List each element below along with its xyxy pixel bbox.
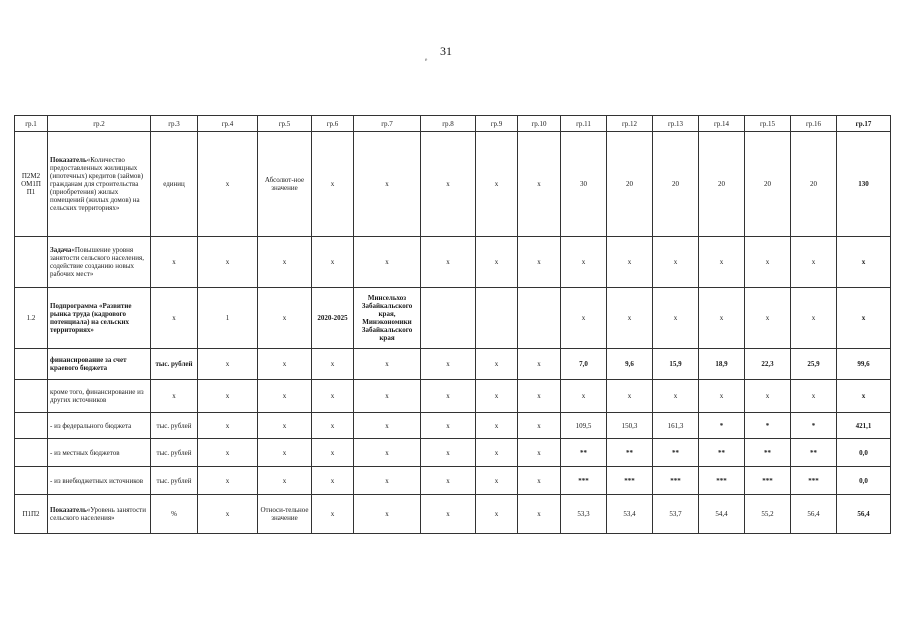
cell-total: x [837, 237, 891, 288]
cell: x [354, 439, 421, 467]
row-code [15, 467, 48, 495]
cell: тыс. рублей [151, 467, 198, 495]
row-label-text: «Повышение уровня занятости сельского населения, содействие созданию новых рабочих мест» [50, 246, 144, 278]
row-code [15, 380, 48, 413]
cell: x [745, 237, 791, 288]
cell: *** [607, 467, 653, 495]
cell: * [791, 413, 837, 439]
cell: x [151, 380, 198, 413]
cell: x [421, 237, 476, 288]
cell: x [518, 467, 561, 495]
table-row [15, 288, 891, 349]
cell: *** [699, 467, 745, 495]
cell: x [198, 237, 258, 288]
cell: 20 [653, 132, 699, 237]
table-row [15, 349, 891, 380]
cell: 55,2 [745, 495, 791, 534]
col-header: гр.11 [561, 116, 607, 132]
cell: x [791, 380, 837, 413]
cell: x [198, 495, 258, 534]
cell: ** [791, 439, 837, 467]
table-row [15, 439, 891, 467]
table-row [15, 413, 891, 439]
cell: x [421, 380, 476, 413]
cell: x [258, 288, 312, 349]
row-code [15, 237, 48, 288]
cell: x [476, 349, 518, 380]
row-label-bold: Задача [50, 246, 72, 254]
cell: x [607, 237, 653, 288]
cell: x [791, 288, 837, 349]
cell [421, 288, 476, 349]
cell: x [476, 132, 518, 237]
col-header: гр.14 [699, 116, 745, 132]
table-row [15, 495, 891, 534]
cell-total: 421,1 [837, 413, 891, 439]
cell: x [258, 467, 312, 495]
cell: x [354, 413, 421, 439]
col-header: гр.6 [312, 116, 354, 132]
cell: x [699, 288, 745, 349]
cell: *** [791, 467, 837, 495]
cell: * [699, 413, 745, 439]
header-row [15, 116, 891, 132]
cell: *** [561, 467, 607, 495]
cell-total: 130 [837, 132, 891, 237]
cell: x [354, 467, 421, 495]
cell: 150,3 [607, 413, 653, 439]
col-header: гр.5 [258, 116, 312, 132]
cell: x [198, 467, 258, 495]
cell: x [518, 349, 561, 380]
col-header: гр.7 [354, 116, 421, 132]
cell: 30 [561, 132, 607, 237]
cell: x [421, 132, 476, 237]
cell: ** [699, 439, 745, 467]
cell: 53,4 [607, 495, 653, 534]
cell: x [312, 132, 354, 237]
cell: x [421, 439, 476, 467]
cell-total: 56,4 [837, 495, 891, 534]
cell: x [699, 237, 745, 288]
col-header: гр.12 [607, 116, 653, 132]
cell: x [476, 495, 518, 534]
row-description [48, 495, 151, 534]
row-description: финансирование за счет краевого бюджета [48, 349, 151, 380]
cell: тыс. рублей [151, 413, 198, 439]
cell: x [561, 288, 607, 349]
col-header: гр.10 [518, 116, 561, 132]
cell: x [518, 495, 561, 534]
row-code: П2М2 ОМ1П П1 [15, 132, 48, 237]
indicators-table [14, 115, 891, 534]
cell-total: 0,0 [837, 439, 891, 467]
cell: % [151, 495, 198, 534]
cell: x [653, 237, 699, 288]
cell: ** [607, 439, 653, 467]
cell: x [653, 380, 699, 413]
cell: x [518, 413, 561, 439]
cell: x [518, 132, 561, 237]
cell: x [354, 380, 421, 413]
cell: тыс. рублей [151, 439, 198, 467]
cell: x [607, 288, 653, 349]
cell: x [198, 349, 258, 380]
table-row [15, 237, 891, 288]
row-code [15, 349, 48, 380]
cell: 109,5 [561, 413, 607, 439]
cell: 53,3 [561, 495, 607, 534]
cell: x [258, 439, 312, 467]
row-description: - из внебюджетных источников [48, 467, 151, 495]
cell: x [607, 380, 653, 413]
cell: x [354, 495, 421, 534]
cell-executor: Минсельхоз Забайкальского края, Минэкономики Забайкальского края [354, 288, 421, 349]
cell: * [745, 413, 791, 439]
cell-total: x [837, 380, 891, 413]
cell: x [198, 439, 258, 467]
row-code: 1.2 [15, 288, 48, 349]
cell: x [745, 380, 791, 413]
cell: x [476, 237, 518, 288]
cell: x [198, 132, 258, 237]
table-row [15, 467, 891, 495]
cell: x [198, 413, 258, 439]
row-code [15, 439, 48, 467]
cell: 20 [791, 132, 837, 237]
col-header: гр.15 [745, 116, 791, 132]
col-header: гр.17 [837, 116, 891, 132]
cell: 53,7 [653, 495, 699, 534]
cell: x [312, 380, 354, 413]
col-header: гр.8 [421, 116, 476, 132]
cell-period: 2020-2025 [312, 288, 354, 349]
cell: ** [561, 439, 607, 467]
cell: тыс. рублей [151, 349, 198, 380]
table-row [15, 132, 891, 237]
cell [518, 288, 561, 349]
col-header: гр.16 [791, 116, 837, 132]
row-code [15, 413, 48, 439]
cell: x [745, 288, 791, 349]
cell: x [421, 467, 476, 495]
cell: 1 [198, 288, 258, 349]
cell: x [354, 132, 421, 237]
cell: 7,0 [561, 349, 607, 380]
col-header: гр.9 [476, 116, 518, 132]
col-header: гр.13 [653, 116, 699, 132]
cell: x [476, 439, 518, 467]
cell: x [518, 237, 561, 288]
cell-total: 0,0 [837, 467, 891, 495]
cell: x [312, 237, 354, 288]
cell: x [312, 467, 354, 495]
cell: x [258, 237, 312, 288]
cell: x [476, 467, 518, 495]
col-header: гр.4 [198, 116, 258, 132]
cell: x [258, 380, 312, 413]
cell: 9,6 [607, 349, 653, 380]
row-description: кроме того, финансирование из других источников [48, 380, 151, 413]
row-label-text: «Количество предоставленных жилищных (ипотечных) кредитов (займов) гражданам для строительства (приобретения) жилых помещений (жилых домов) на сельских территориях» [50, 156, 144, 212]
cell: x [518, 439, 561, 467]
cell: x [151, 237, 198, 288]
row-label-text: «Уровень занятости сельского населения» [50, 506, 146, 522]
page-number: 31 [440, 44, 452, 58]
cell [476, 288, 518, 349]
cell: x [561, 237, 607, 288]
cell: *** [653, 467, 699, 495]
cell: x [258, 413, 312, 439]
cell: x [198, 380, 258, 413]
cell: x [354, 349, 421, 380]
cell: x [699, 380, 745, 413]
cell: единиц [151, 132, 198, 237]
cell: x [312, 495, 354, 534]
cell: *** [745, 467, 791, 495]
row-description: - из местных бюджетов [48, 439, 151, 467]
cell: x [791, 237, 837, 288]
cell: x [476, 380, 518, 413]
cell: Относи-тельное значение [258, 495, 312, 534]
cell: 15,9 [653, 349, 699, 380]
cell: x [312, 413, 354, 439]
col-header: гр.2 [48, 116, 151, 132]
row-description: - из федерального бюджета [48, 413, 151, 439]
cell: x [518, 380, 561, 413]
row-code: П1П2 [15, 495, 48, 534]
cell: 161,3 [653, 413, 699, 439]
col-header: гр.1 [15, 116, 48, 132]
cell: 22,3 [745, 349, 791, 380]
cell: x [421, 495, 476, 534]
cell-total: 99,6 [837, 349, 891, 380]
col-header: гр.3 [151, 116, 198, 132]
cell: 20 [745, 132, 791, 237]
cell: 18,9 [699, 349, 745, 380]
cell: x [312, 349, 354, 380]
cell: Абсолют-ное значение [258, 132, 312, 237]
cell: x [421, 413, 476, 439]
cell: 20 [699, 132, 745, 237]
cell: 20 [607, 132, 653, 237]
row-label-bold: Показатель [50, 156, 87, 164]
cell: ** [745, 439, 791, 467]
cell-total: x [837, 288, 891, 349]
cell: x [653, 288, 699, 349]
cell: x [354, 237, 421, 288]
cell: x [258, 349, 312, 380]
cell: ** [653, 439, 699, 467]
page-mark: ₑ [425, 52, 428, 62]
cell: x [312, 439, 354, 467]
row-description: Подпрограмма «Развитие рынка труда (кадрового потенциала) на сельских территориях» [48, 288, 151, 349]
cell: x [476, 413, 518, 439]
cell: x [561, 380, 607, 413]
cell: 56,4 [791, 495, 837, 534]
row-label-bold: Показатель [50, 506, 87, 514]
table-row [15, 380, 891, 413]
cell: x [421, 349, 476, 380]
cell: 54,4 [699, 495, 745, 534]
row-description [48, 132, 151, 237]
cell: x [151, 288, 198, 349]
cell: 25,9 [791, 349, 837, 380]
row-description [48, 237, 151, 288]
